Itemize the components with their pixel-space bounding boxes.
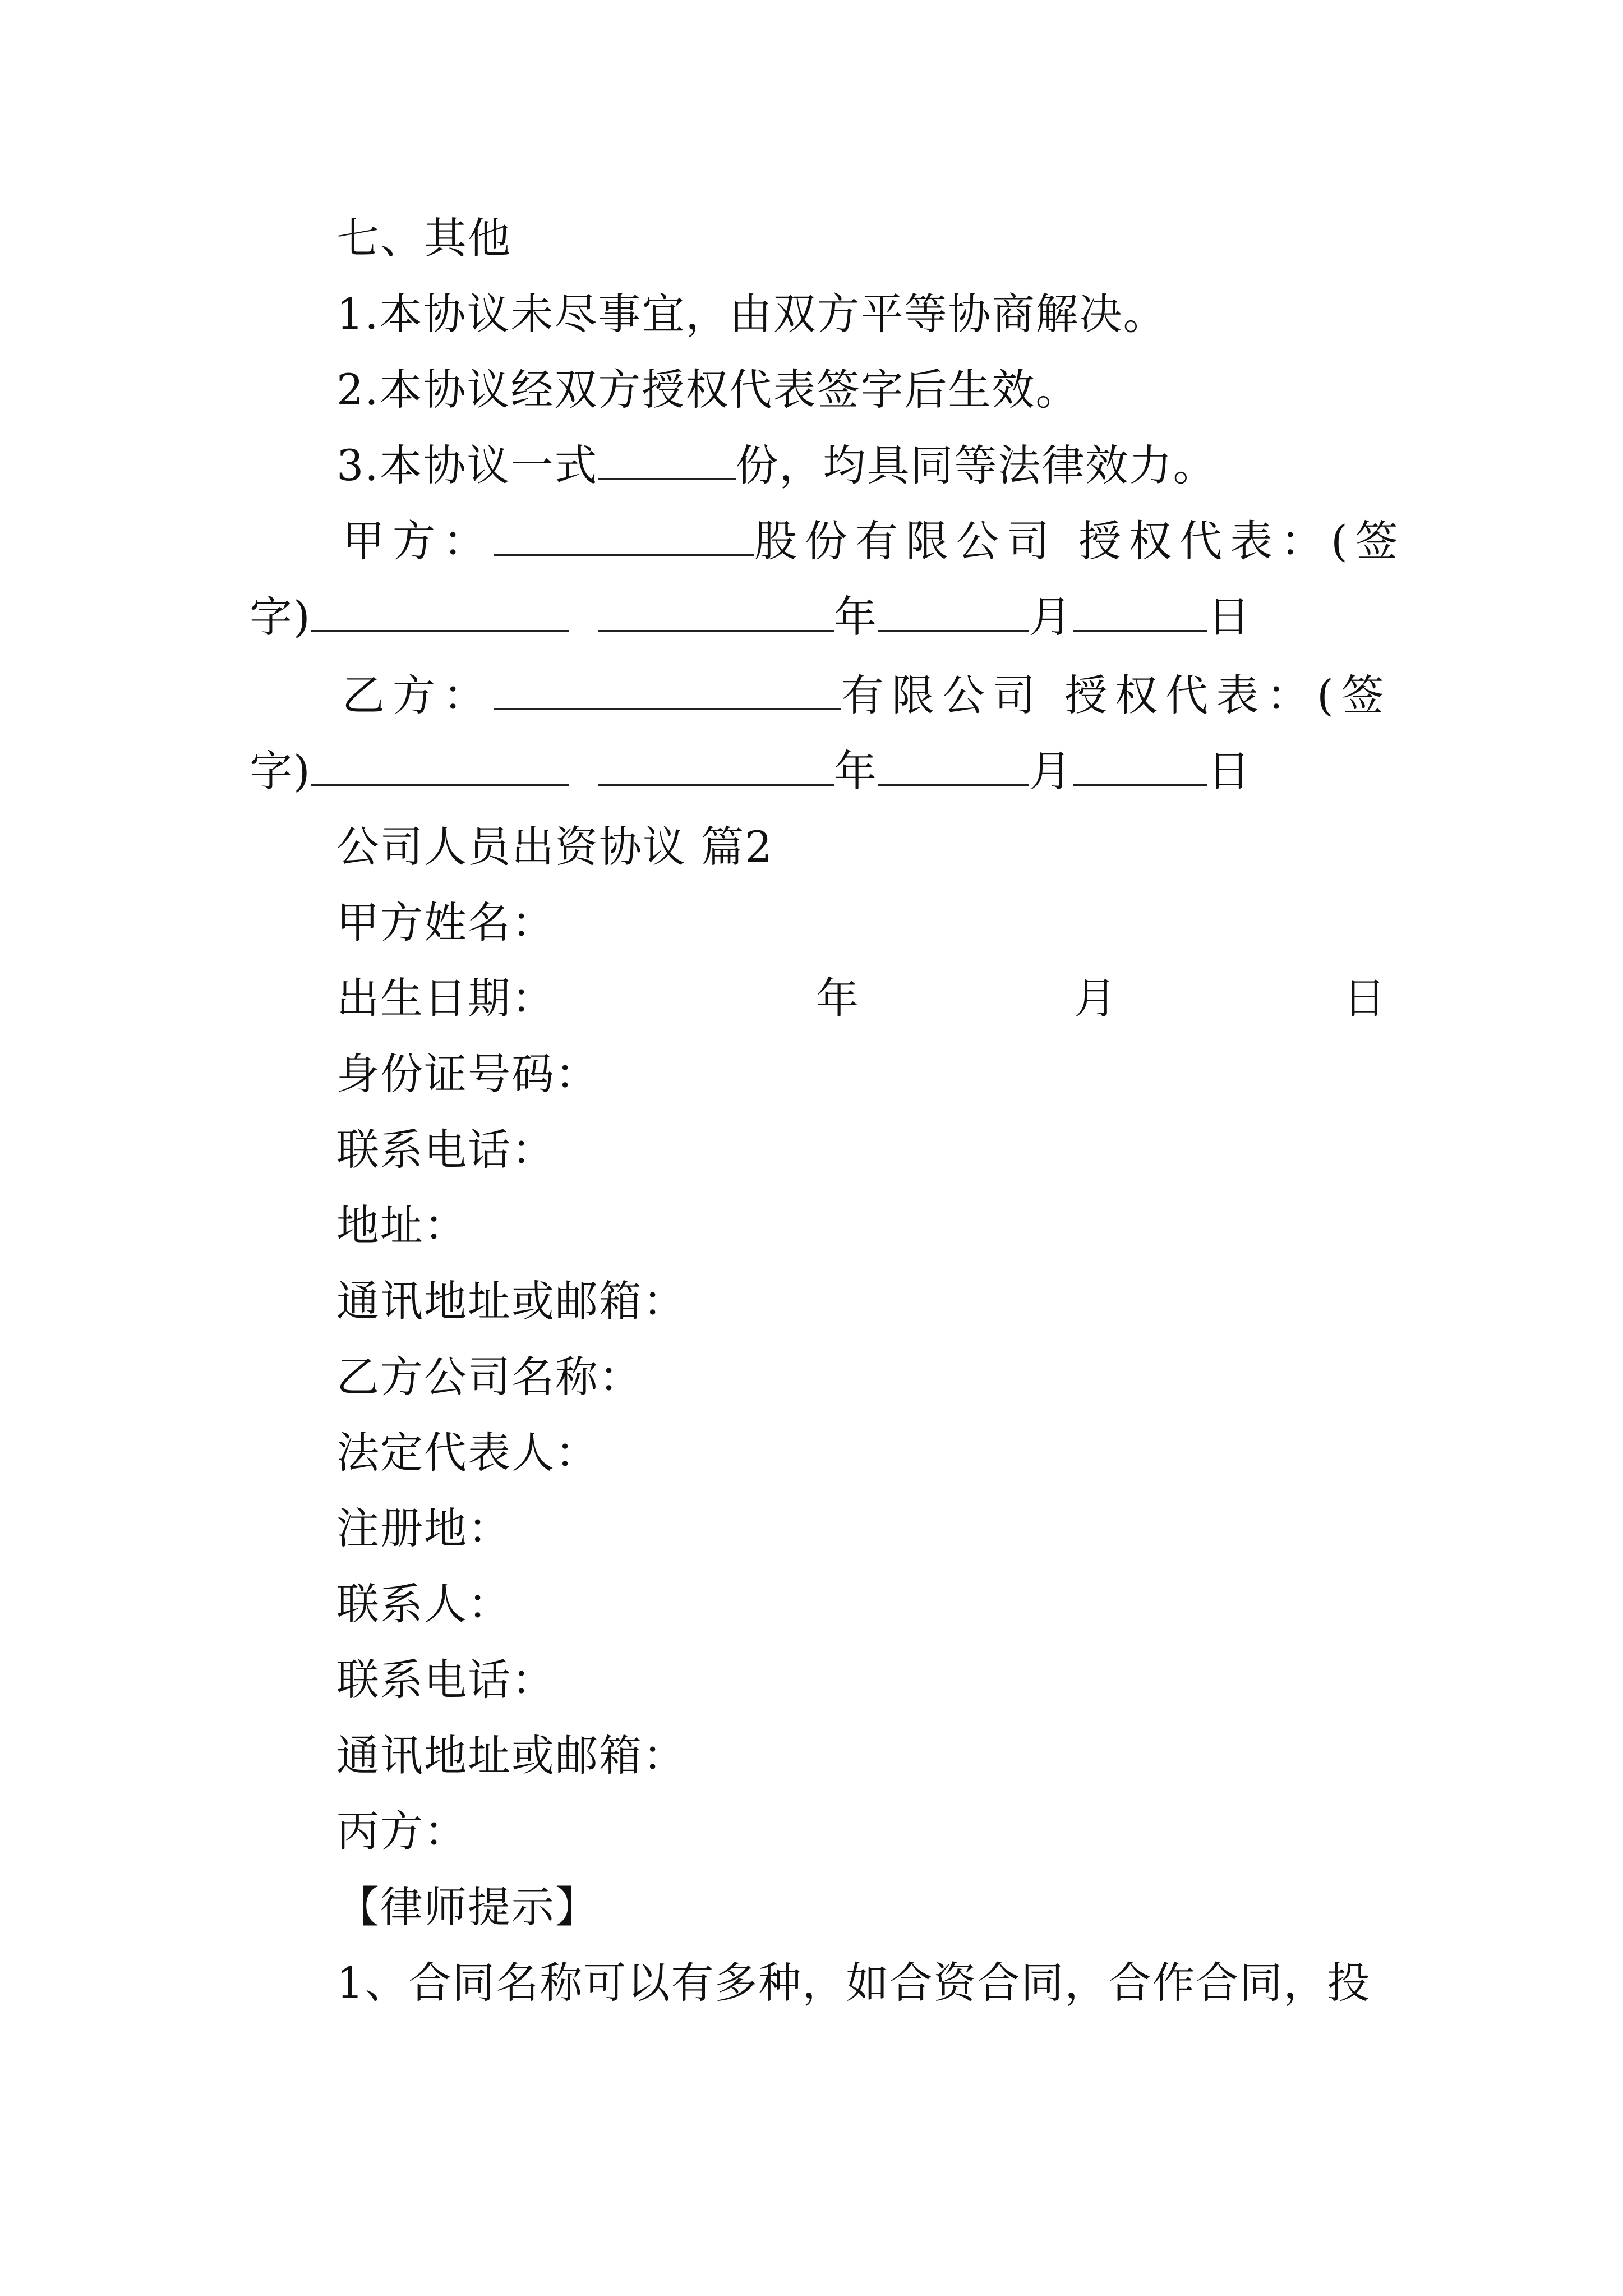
dob-day: 日 [1343, 973, 1387, 1023]
party-a-company-blank [494, 515, 754, 556]
party-b-company-suffix: 有限公司 [841, 670, 1043, 720]
party-c-field: 丙方： [336, 1806, 468, 1856]
phone-field: 联系电话： [336, 1125, 555, 1175]
party-b-signature-blank [311, 745, 569, 786]
party-b-year-blank [598, 745, 834, 786]
mail-field-2: 通讯地址或邮箱： [336, 1731, 686, 1780]
party-a-signature-blank [311, 591, 569, 632]
clause-3 [336, 438, 1217, 494]
clause-3-text-after: 份，均具同等法律效力。 [735, 440, 1217, 490]
party-b-sign-cont-text: 字) [250, 746, 311, 796]
party-b-label: 乙方： [342, 670, 494, 720]
party-b-month: 月 [1029, 746, 1073, 796]
dob-year: 年 [816, 973, 860, 1023]
dob-month: 月 [1074, 973, 1118, 1023]
party-a-label: 甲方： [342, 516, 494, 566]
party-a-rep: 授权代表：(签 [1078, 516, 1406, 566]
party-a-year: 年 [833, 592, 878, 642]
party-a-sign-cont [250, 589, 1251, 645]
part2-title: 公司人员出资协议 篇2 [336, 822, 773, 872]
clause-2: 2.本协议经双方授权代表签字后生效。 [336, 365, 1080, 415]
section-heading: 七、其他 [336, 213, 511, 263]
party-b-company-blank [494, 669, 841, 710]
address-field: 地址： [336, 1200, 468, 1250]
party-a-day-blank [1073, 591, 1207, 632]
dob-label: 出生日期： [336, 973, 555, 1023]
mail-field: 通讯地址或邮箱： [336, 1276, 686, 1326]
party-b-sign-cont [250, 743, 1251, 799]
party-a-month: 月 [1029, 592, 1073, 642]
legal-rep-field: 法定代表人： [336, 1428, 599, 1478]
id-number-field: 身份证号码： [336, 1049, 599, 1099]
phone-field-2: 联系电话： [336, 1655, 555, 1705]
registered-place-field: 注册地： [336, 1503, 511, 1553]
clause-1: 1.本协议未尽事宜，由双方平等协商解决。 [336, 289, 1167, 339]
lawyer-tip-heading: 【律师提示】 [336, 1882, 599, 1932]
party-b-year: 年 [833, 746, 878, 796]
clause-3-text-before: 3.本协议一式 [336, 440, 598, 490]
party-a-sign-line [342, 513, 1406, 569]
party-b-day-blank [1073, 745, 1207, 786]
party-a-month-blank [878, 591, 1029, 632]
party-a-year-blank [598, 591, 834, 632]
copies-blank [598, 439, 736, 480]
party-a-day: 日 [1207, 592, 1251, 642]
party-b-day: 日 [1207, 746, 1251, 796]
party-b-company-field: 乙方公司名称： [336, 1352, 643, 1402]
party-a-company-suffix: 股份有限公司 [754, 516, 1057, 566]
party-b-rep: 授权代表：(签 [1064, 670, 1392, 720]
party-b-month-blank [878, 745, 1029, 786]
lawyer-tip-1: 1、合同名称可以有多种，如合资合同，合作合同，投 [336, 1958, 1371, 2008]
party-a-sign-cont-text: 字) [250, 592, 311, 642]
party-b-sign-line [342, 668, 1392, 724]
contact-person-field: 联系人： [336, 1579, 511, 1629]
dob-field [0, 970, 1623, 1027]
party-a-name-field: 甲方姓名： [336, 898, 555, 947]
